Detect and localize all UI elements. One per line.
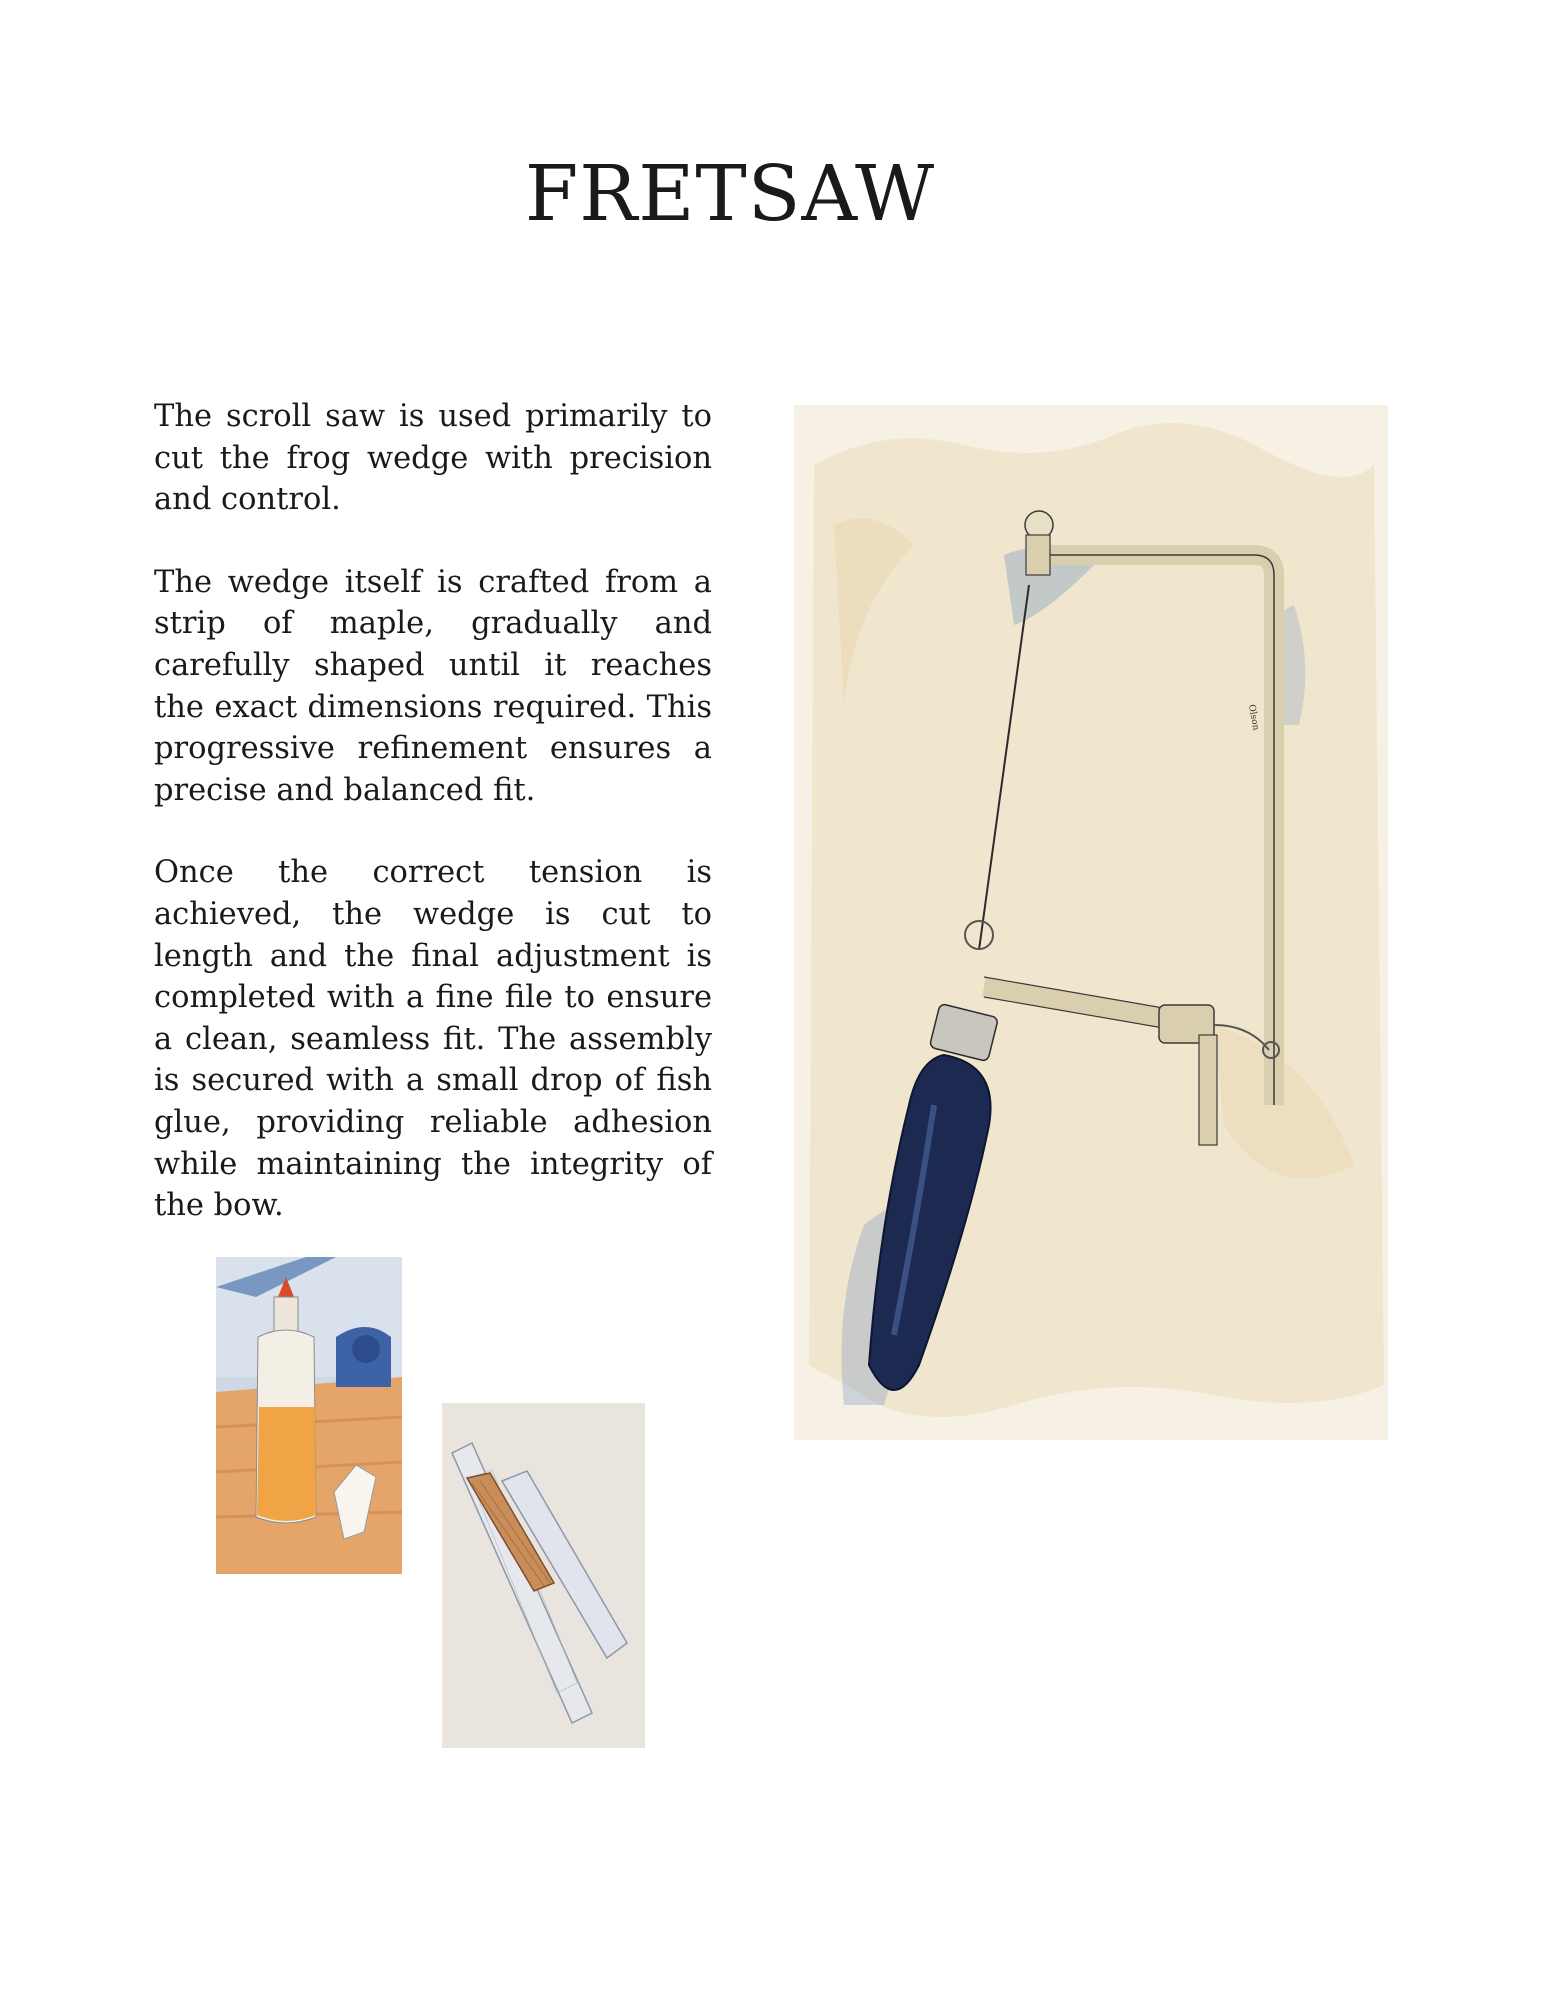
glue-bottle-illustration: [216, 1257, 402, 1574]
paragraph-wedge: The wedge itself is crafted from a strip of maple, gradually and carefully shaped until it reaches the exact dimensions required. This progressive refinement ensures a precise and balanced fit.: [154, 564, 712, 808]
frame-label: Olson: [1246, 703, 1261, 732]
paragraph-assembly: Once the correct tension is achieved, the wedge is cut to length and the final adjustment is completed with a fine file to ensure a clean, seamless fit. The assembly is secured with a small drop of fish glue, providing reliable adhesion while maintaining the integrity of the bow.: [154, 855, 712, 1224]
fretsaw-illustration: [794, 405, 1388, 1440]
page-title: FRETSAW: [524, 150, 936, 239]
maple-wedge-illustration: [442, 1403, 645, 1748]
body-text: [154, 396, 712, 1268]
paragraph-intro: The scroll saw is used primarily to cut the frog wedge with precision and control.: [154, 399, 712, 518]
